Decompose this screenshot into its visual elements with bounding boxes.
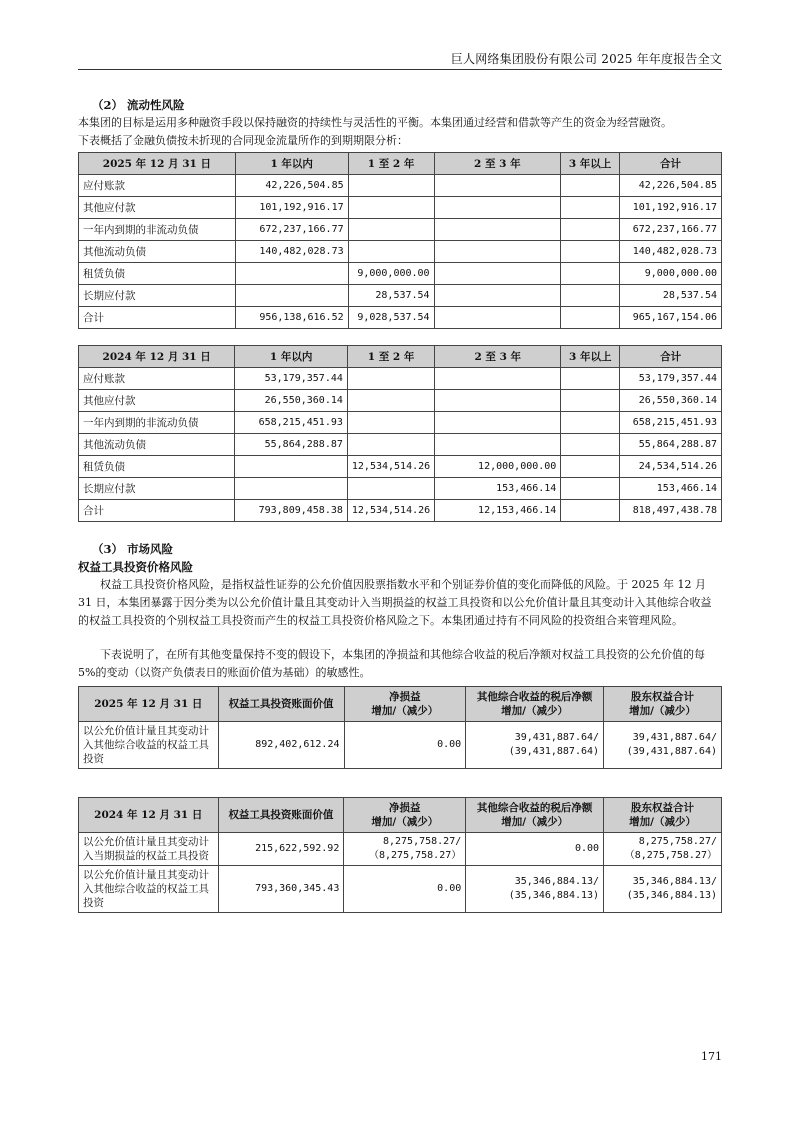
table-row [79,307,722,329]
table-row [79,368,722,390]
page-content [78,96,722,913]
table-row [79,285,722,307]
table-row [79,412,722,434]
value-cell [347,368,434,390]
header-cell: 1 年以内 [235,153,348,175]
book-value-cell [218,866,344,913]
value-cell: 140,482,028.73 [620,241,722,263]
header-text: 权益工具投资账面价值 [228,809,334,821]
cell-text: 215,622,592.92 [255,843,340,854]
value-cell: 140,482,028.73 [235,241,348,263]
header-cell: 2 至 3 年 [434,153,561,175]
cell-text: 0.00 [437,739,462,750]
table-row [79,833,722,866]
market-risk-heading: （3） 市场风险 [92,542,174,556]
value-cell: 42,226,504.85 [235,175,348,197]
liquidity-paragraph-2: 下表概括了金融负债按未折现的合同现金流量所作的到期期限分析： [78,134,408,147]
header-text: 增加/（减少） [629,816,696,828]
header-cell [466,687,604,722]
book-value-cell [218,722,344,769]
value-cell [434,197,561,219]
table-row [79,241,722,263]
value-cell [434,263,561,285]
row-label-cell: 应付账款 [79,175,236,197]
equity-change-cell [604,722,722,769]
cell-text: 0.00 [574,843,600,854]
header-text: 其他综合收益的税后净额 [476,802,593,814]
row-label-cell [79,722,219,769]
equity-price-risk-subheading: 权益工具投资价格风险 [78,560,193,574]
value-cell [435,412,561,434]
value-cell: 26,550,360.14 [235,390,348,412]
value-cell [561,478,620,500]
header-text: 其他综合收益的税后净额 [476,691,593,703]
cell-text: 0.00 [437,883,462,894]
header-text: 权益工具投资账面价值 [228,698,334,710]
cell-text: (39,431,887.64) [508,746,600,757]
value-cell [347,390,434,412]
value-cell [561,197,620,219]
header-text: 净损益 [389,802,421,814]
value-cell: 9,000,000.00 [348,263,434,285]
header-cell [79,798,219,833]
value-cell: 153,466.14 [435,478,561,500]
cell-text: 35,346,884.13/ [632,876,717,887]
value-cell: 12,153,466.14 [435,500,561,522]
cell-text: 793,360,345.43 [255,883,340,894]
value-cell [434,219,561,241]
value-cell [235,478,348,500]
header-cell [344,798,466,833]
table-row [79,500,722,522]
oci-change-cell [466,833,604,866]
value-cell [348,197,434,219]
value-cell: 101,192,916.17 [235,197,348,219]
table-row [79,478,722,500]
cell-text: 39,431,887.64/ [514,732,600,743]
row-label-cell: 长期应付款 [79,285,236,307]
header-text: 增加/（减少） [371,816,439,828]
value-cell [561,390,620,412]
header-cell [79,687,219,722]
table-body [79,175,722,329]
header-text: 2025 年 12 月 31 日 [94,698,203,710]
cell-text: (35,346,884.13) [508,890,600,901]
header-text: 股东权益合计 [631,691,695,703]
value-cell [235,285,348,307]
row-label-cell: 其他应付款 [79,390,235,412]
sensitivity-table-2025 [78,686,722,769]
value-cell [561,175,620,197]
header-cell: 2 至 3 年 [435,346,561,368]
cell-text: (35,346,884.13) [626,890,717,901]
header-cell [604,798,722,833]
value-cell [434,285,561,307]
cell-text: （8,275,758.27） [369,850,462,861]
oci-change-cell [466,722,604,769]
book-value-cell [218,833,344,866]
value-cell: 956,138,616.52 [235,307,348,329]
value-cell: 12,534,514.26 [347,500,434,522]
value-cell: 55,864,288.87 [620,434,722,456]
table-row [79,434,722,456]
value-cell: 24,534,514.26 [620,456,722,478]
table-body [79,833,722,913]
header-cell: 1 至 2 年 [348,153,434,175]
value-cell: 658,215,451.93 [620,412,722,434]
value-cell: 672,237,166.77 [235,219,348,241]
net-profit-change-cell [344,722,466,769]
value-cell [347,412,434,434]
header-text: 2024 年 12 月 31 日 [94,809,203,821]
value-cell [348,219,434,241]
value-cell [435,434,561,456]
sensitivity-table-2024 [78,797,722,913]
cell-text: 以公允价值计量且其变动计入其他综合收益的权益工具投资 [83,725,209,765]
value-cell [561,307,620,329]
cell-text: 892,402,612.24 [255,739,340,750]
header-cell: 1 年以内 [235,346,348,368]
row-label-cell [79,833,219,866]
net-profit-change-cell [344,866,466,913]
net-profit-change-cell [344,833,466,866]
table-header-row [79,346,722,368]
table-row [79,219,722,241]
value-cell: 42,226,504.85 [620,175,722,197]
value-cell: 12,534,514.26 [347,456,434,478]
value-cell [348,175,434,197]
value-cell [347,478,434,500]
header-text: 增加/（减少） [629,705,696,717]
table-row [79,390,722,412]
table-row [79,175,722,197]
equity-change-cell [604,866,722,913]
header-cell: 3 年以上 [561,346,620,368]
table-row [79,263,722,285]
row-label-cell: 长期应付款 [79,478,235,500]
header-text: 增加/（减少） [371,705,439,717]
table-header-row [79,687,722,722]
value-cell: 55,864,288.87 [235,434,348,456]
header-cell: 合计 [620,153,722,175]
header-divider [78,69,722,70]
value-cell [561,456,620,478]
value-cell: 53,179,357.44 [235,368,348,390]
value-cell [235,456,348,478]
value-cell [561,434,620,456]
row-label-cell: 合计 [79,307,236,329]
row-label-cell [79,866,219,913]
value-cell: 101,192,916.17 [620,197,722,219]
value-cell [561,412,620,434]
value-cell [434,307,561,329]
liquidity-paragraph-1: 本集团的目标是运用多种融资手段以保持融资的持续性与灵活性的平衡。本集团通过经营和借款等产生的资金为经营融资。 [78,116,672,129]
cell-text: （8,275,758.27） [624,850,717,861]
row-label-cell: 其他流动负债 [79,241,236,263]
liquidity-risk-heading: （2） 流动性风险 [92,98,185,112]
value-cell [561,500,620,522]
table-row [79,197,722,219]
header-cell [466,798,604,833]
header-cell: 2025 年 12 月 31 日 [79,153,236,175]
row-label-cell: 应付账款 [79,368,235,390]
header-text: 股东权益合计 [631,802,695,814]
value-cell: 53,179,357.44 [620,368,722,390]
header-cell: 2024 年 12 月 31 日 [79,346,235,368]
table-body [79,368,722,522]
value-cell: 28,537.54 [620,285,722,307]
maturity-table-2024 [78,345,722,522]
row-label-cell: 一年内到期的非流动负债 [79,219,236,241]
cell-text: (39,431,887.64) [626,746,717,757]
value-cell: 26,550,360.14 [620,390,722,412]
row-label-cell: 租赁负债 [79,456,235,478]
table-row [79,456,722,478]
value-cell [435,390,561,412]
market-paragraph-2: 下表说明了，在所有其他变量保持不变的假设下，本集团的净损益和其他综合收益的税后净额对权益工具投资的公允价值的每 5%的变动（以资产负债表日的账面价值为基础）的敏感性。 [78,648,705,679]
value-cell [434,175,561,197]
row-label-cell: 租赁负债 [79,263,236,285]
table-header-row [79,798,722,833]
value-cell [561,241,620,263]
table-body [79,722,722,769]
value-cell: 12,000,000.00 [435,456,561,478]
value-cell [434,241,561,263]
value-cell [561,263,620,285]
value-cell [561,285,620,307]
header-text: 净损益 [389,691,421,703]
header-cell [344,687,466,722]
table-row [79,866,722,913]
value-cell: 793,809,458.38 [235,500,348,522]
header-cell [604,687,722,722]
value-cell: 28,537.54 [348,285,434,307]
equity-change-cell [604,833,722,866]
market-paragraph-1: 权益工具投资价格风险，是指权益性证券的公允价值因股票指数水平和个别证券价值的变化而降低的风险。于 2025 年 12 月 31 日，本集团暴露于因分类为以公允价值计量且其变动计入当期损益的权益工具投资和以公允价值计量且其变动计入其他综合收益的权益工具投资的个别权益工具投资而产生的权益工具投资价格风险之下。本集团通过持有不同风险的投资组合来管理风险。 [78,578,712,627]
header-text: 增加/（减少） [501,816,569,828]
cell-text: 35,346,884.13/ [514,876,600,887]
value-cell: 672,237,166.77 [620,219,722,241]
oci-change-cell [466,866,604,913]
maturity-table-2025 [78,152,722,329]
header-cell [218,798,344,833]
value-cell [348,241,434,263]
row-label-cell: 一年内到期的非流动负债 [79,412,235,434]
value-cell [235,263,348,285]
cell-text: 39,431,887.64/ [632,732,717,743]
cell-text: 8,275,758.27/ [382,836,462,847]
value-cell [561,368,620,390]
value-cell: 9,028,537.54 [348,307,434,329]
value-cell: 965,167,154.06 [620,307,722,329]
cell-text: 以公允价值计量且其变动计入其他综合收益的权益工具投资 [83,869,209,909]
value-cell: 818,497,438.78 [620,500,722,522]
page-number: 171 [701,1050,722,1063]
value-cell: 153,466.14 [620,478,722,500]
cell-text: 8,275,758.27/ [638,836,717,847]
table-header-row [79,153,722,175]
header-cell [218,687,344,722]
header-cell: 1 至 2 年 [347,346,434,368]
report-header: 巨人网络集团股份有限公司 2025 年年度报告全文 [450,52,722,66]
row-label-cell: 合计 [79,500,235,522]
value-cell: 9,000,000.00 [620,263,722,285]
header-cell: 合计 [620,346,722,368]
header-cell: 3 年以上 [561,153,620,175]
value-cell [561,219,620,241]
table-row [79,722,722,769]
value-cell [347,434,434,456]
row-label-cell: 其他流动负债 [79,434,235,456]
value-cell [435,368,561,390]
header-text: 增加/（减少） [501,705,569,717]
cell-text: 以公允价值计量且其变动计入当期损益的权益工具投资 [83,836,209,862]
value-cell: 658,215,451.93 [235,412,348,434]
row-label-cell: 其他应付款 [79,197,236,219]
